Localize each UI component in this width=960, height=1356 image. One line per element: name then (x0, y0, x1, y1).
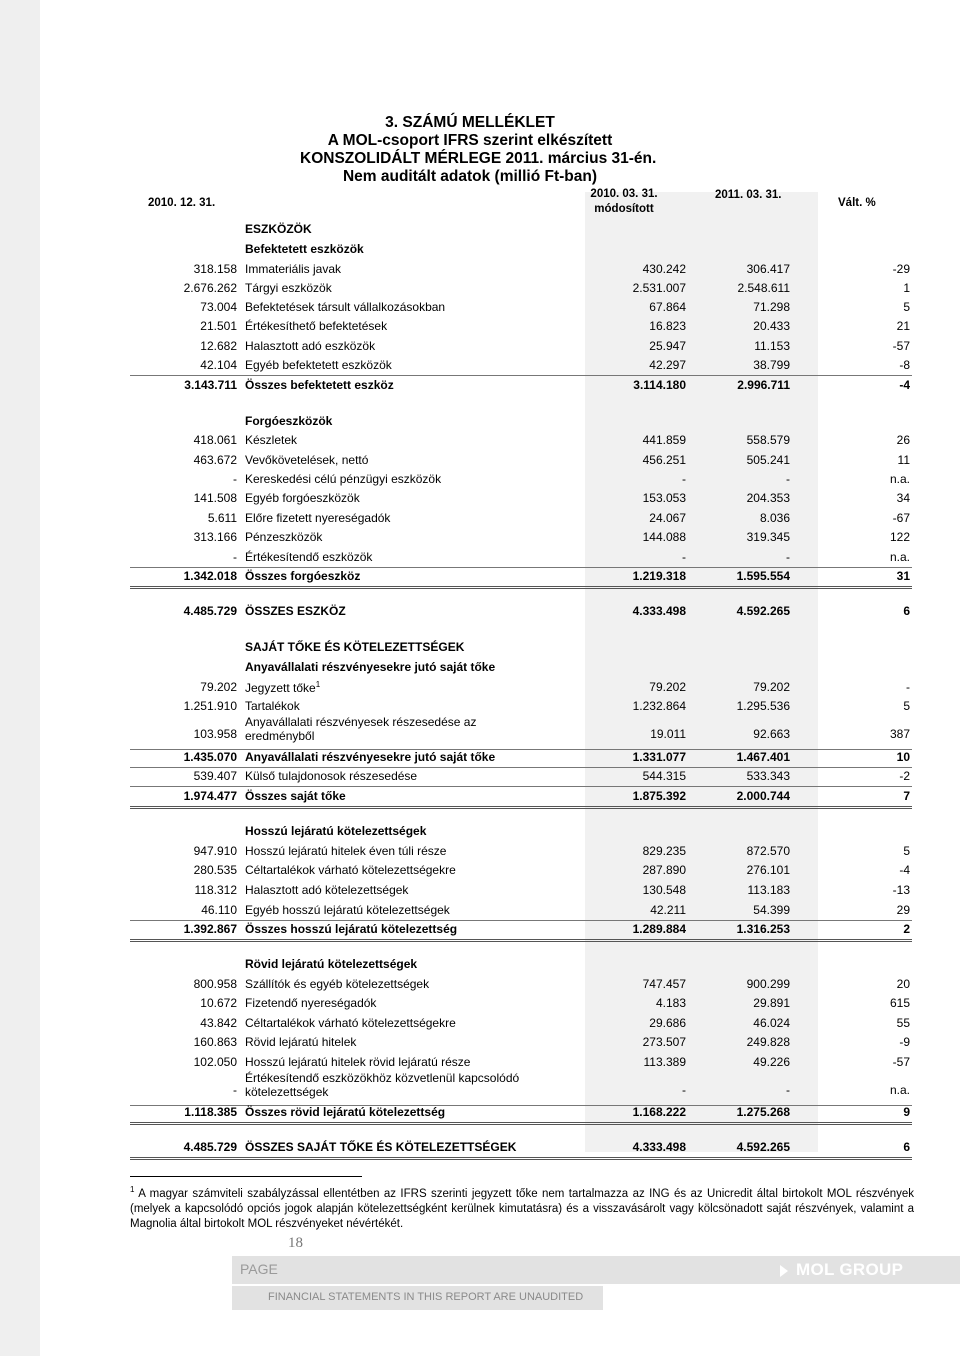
table-row (130, 472, 912, 489)
table-row (130, 569, 912, 589)
row-label: Befektetések társult vállalkozásokban (245, 300, 446, 314)
value-2011-03-31: 900.299 (746, 977, 790, 991)
value-change-percent: -57 (892, 1055, 910, 1069)
table-row (130, 844, 912, 861)
value-2010-03-31: 273.507 (642, 1035, 686, 1049)
value-change-percent: 31 (896, 569, 910, 583)
section-heading-row (130, 242, 912, 259)
value-2011-03-31: 92.663 (753, 727, 790, 741)
value-2010-03-31: 4.333.498 (632, 1140, 686, 1154)
value-2010-03-31: 441.859 (642, 433, 686, 447)
table-row (130, 1016, 912, 1033)
value-2010-03-31: 430.242 (642, 262, 686, 276)
value-2010-12-31: 141.508 (193, 491, 237, 505)
value-2011-03-31: 4.592.265 (736, 604, 790, 618)
row-label: Összes hosszú lejáratú kötelezettség (245, 922, 458, 936)
title-line-3: KONSZOLIDÁLT MÉRLEGE 2011. március 31-én. (300, 150, 657, 167)
value-2010-03-31: 456.251 (642, 453, 686, 467)
value-2010-12-31: 5.611 (207, 511, 237, 525)
value-change-percent: 6 (903, 604, 910, 618)
value-2010-12-31: 1.251.910 (183, 699, 237, 713)
value-2011-03-31: 79.202 (753, 680, 790, 694)
footnote-divider (130, 1176, 362, 1177)
value-2010-03-31: 2.531.007 (632, 281, 686, 295)
footnote-text: A magyar számviteli szabályzással ellentétben az IFRS szerinti jegyzett tőke nem tartalmazza az ING és az Unicredit által birtokolt MOL részvények (melyek a kapcsolódó opciós jogok alapján kötelezettségként kerülnek kimutatásra) és a visszavásárolt vagy kölcsönadott saját részvények, valamint a Magnolia által birtokolt MOL részvényeket névértékét. (130, 1187, 914, 1230)
value-change-percent: n.a. (889, 472, 910, 486)
value-change-percent: n.a. (889, 1083, 910, 1097)
row-label: Előre fizetett nyereségadók (245, 511, 391, 525)
mol-group-logo (760, 1256, 960, 1284)
row-label: Hosszú lejáratú hitelek rövid lejáratú része (245, 1055, 471, 1069)
row-label: Rövid lejáratú hitelek (245, 1035, 357, 1049)
value-2011-03-31: 1.275.268 (736, 1105, 790, 1119)
value-2010-12-31: 79.202 (200, 680, 237, 694)
section-heading-row (130, 640, 912, 657)
value-2011-03-31: 1.316.253 (736, 922, 790, 936)
section-heading-row (130, 824, 912, 841)
value-2010-12-31: - (233, 550, 237, 564)
header-2010-03-31-line1: 2010. 03. 31. (590, 188, 658, 200)
table-row (130, 1140, 912, 1160)
value-change-percent: -4 (899, 378, 910, 392)
value-change-percent: 5 (903, 300, 910, 314)
value-2010-12-31: 280.535 (193, 863, 237, 877)
value-2010-03-31: 287.890 (642, 863, 686, 877)
unaudited-notice: FINANCIAL STATEMENTS IN THIS REPORT ARE UNAUDITED (268, 1291, 584, 1303)
value-change-percent: 387 (889, 727, 910, 741)
row-label: Fizetendő nyereségadók (245, 996, 377, 1010)
row-label: Hosszú lejáratú hitelek éven túli része (245, 844, 447, 858)
value-2011-03-31: 2.548.611 (737, 281, 790, 295)
footnote-reference: 1 (315, 680, 321, 689)
value-change-percent: -2 (899, 769, 910, 783)
header-change-percent: Vált. % (838, 197, 876, 209)
value-2010-03-31: 29.686 (649, 1016, 686, 1030)
value-2010-12-31: 1.974.477 (183, 789, 237, 803)
value-2010-12-31: 4.485.729 (183, 1140, 237, 1154)
value-2011-03-31: 872.570 (746, 844, 790, 858)
value-change-percent: 6 (903, 1140, 910, 1154)
value-change-percent: 20 (896, 977, 910, 991)
value-2010-03-31: 1.219.318 (632, 569, 686, 583)
value-2010-12-31: 418.061 (193, 433, 237, 447)
value-2010-12-31: - (233, 472, 237, 486)
row-label: Egyéb hosszú lejáratú kötelezettségek (245, 903, 450, 917)
value-2010-03-31: 153.053 (642, 491, 686, 505)
value-2011-03-31: 2.996.711 (737, 378, 790, 392)
value-2011-03-31: 1.595.554 (736, 569, 790, 583)
table-row (130, 1055, 912, 1072)
value-2010-03-31: 79.202 (649, 680, 686, 694)
value-2010-12-31: 1.118.385 (184, 1105, 237, 1119)
value-change-percent: -4 (899, 863, 910, 877)
value-2010-12-31: 160.863 (193, 1035, 237, 1049)
title-line-1: 3. SZÁMÚ MELLÉKLET (385, 114, 555, 131)
row-label: Immateriális javak (245, 262, 342, 276)
value-change-percent: 2 (903, 922, 910, 936)
value-2010-03-31: 829.235 (642, 844, 686, 858)
row-label: Befektetett eszközök (245, 242, 364, 256)
value-2011-03-31: 20.433 (753, 319, 790, 333)
value-2011-03-31: - (786, 1083, 790, 1097)
value-2010-03-31: 1.331.077 (632, 750, 686, 764)
row-label: Halasztott adó kötelezettségek (245, 883, 409, 897)
row-label: Céltartalékok várható kötelezettségekre (245, 863, 456, 877)
row-label: Összes rövid lejáratú kötelezettség (245, 1105, 446, 1119)
table-row (130, 789, 912, 809)
value-2010-03-31: 42.297 (649, 358, 686, 372)
value-2010-12-31: 42.104 (200, 358, 237, 372)
value-2010-03-31: - (682, 1083, 686, 1097)
section-heading-row (130, 957, 912, 974)
value-change-percent: 29 (896, 903, 910, 917)
value-2010-12-31: 4.485.729 (183, 604, 237, 618)
value-2010-12-31: - (233, 1083, 237, 1097)
value-change-percent: 34 (896, 491, 910, 505)
value-2011-03-31: 1.295.536 (736, 699, 790, 713)
row-label: Kereskedési célú pénzügyi eszközök (245, 472, 442, 486)
row-label: Rövid lejáratú kötelezettségek (245, 957, 418, 971)
table-row (130, 453, 912, 470)
table-row (130, 769, 912, 787)
row-label: Pénzeszközök (245, 530, 323, 544)
value-2011-03-31: 2.000.744 (736, 789, 790, 803)
value-2011-03-31: 505.241 (746, 453, 790, 467)
header-2010-12-31: 2010. 12. 31. (148, 197, 216, 209)
value-change-percent: 7 (903, 789, 910, 803)
value-change-percent: 10 (896, 750, 910, 764)
row-label: Vevőkövetelések, nettó (245, 453, 369, 467)
row-label: ESZKÖZÖK (245, 222, 312, 236)
value-2010-12-31: 2.676.262 (183, 281, 237, 295)
table-row (130, 922, 912, 942)
logo-arrow-icon (780, 1265, 788, 1277)
value-change-percent: -8 (899, 358, 910, 372)
value-2010-03-31: 544.315 (642, 769, 686, 783)
value-2010-12-31: 46.110 (201, 903, 237, 917)
value-change-percent: 9 (903, 1105, 910, 1119)
value-2010-12-31: 21.501 (200, 319, 237, 333)
row-label: Halasztott adó eszközök (245, 339, 376, 353)
value-2011-03-31: - (786, 472, 790, 486)
value-2010-12-31: 947.910 (193, 844, 237, 858)
row-label: Tárgyi eszközök (245, 281, 332, 295)
value-2011-03-31: 54.399 (753, 903, 790, 917)
table-row (130, 1105, 912, 1125)
table-row (130, 319, 912, 336)
value-2010-12-31: 43.842 (200, 1016, 237, 1030)
value-2010-12-31: 318.158 (193, 262, 237, 276)
row-label: Tartalékok (245, 699, 300, 713)
value-2010-12-31: 3.143.711 (184, 378, 237, 392)
value-2010-03-31: 4.183 (655, 996, 686, 1010)
value-change-percent: - (906, 680, 910, 694)
row-label: SAJÁT TŐKE ÉS KÖTELEZETTSÉGEK (245, 640, 465, 654)
value-change-percent: 5 (903, 844, 910, 858)
table-row (130, 300, 912, 317)
value-2011-03-31: 204.353 (746, 491, 790, 505)
table-row (130, 699, 912, 716)
title-line-2: A MOL-csoport IFRS szerint elkészített (327, 132, 613, 149)
table-row (130, 511, 912, 528)
value-2011-03-31: 29.891 (753, 996, 790, 1010)
table-row (130, 550, 912, 568)
value-2010-03-31: 1.289.884 (632, 922, 686, 936)
value-2011-03-31: 113.183 (747, 883, 790, 897)
row-label: Egyéb befektetett eszközök (245, 358, 392, 372)
table-row (130, 883, 912, 900)
table-row (130, 977, 912, 994)
value-change-percent: 21 (896, 319, 910, 333)
table-row (130, 433, 912, 450)
row-label: Céltartalékok várható kötelezettségekre (245, 1016, 456, 1030)
value-2010-03-31: 25.947 (649, 339, 686, 353)
row-label: Összes saját tőke (245, 789, 346, 803)
value-2010-12-31: 1.342.018 (183, 569, 237, 583)
value-2010-03-31: 4.333.498 (632, 604, 686, 618)
row-label: Hosszú lejáratú kötelezettségek (245, 824, 427, 838)
table-row (130, 262, 912, 279)
value-change-percent: 11 (897, 453, 910, 467)
value-change-percent: 615 (889, 996, 910, 1010)
table-row (130, 1071, 912, 1106)
row-label: Értékesítendő eszközök (245, 550, 373, 564)
value-2010-12-31: 539.407 (193, 769, 237, 783)
value-2011-03-31: 558.579 (746, 433, 790, 447)
value-2010-03-31: 42.211 (650, 903, 686, 917)
value-change-percent: -29 (892, 262, 910, 276)
value-2010-12-31: 800.958 (193, 977, 237, 991)
row-label: Készletek (245, 433, 298, 447)
value-2011-03-31: 319.345 (746, 530, 790, 544)
row-label: Jegyzett tőke$^1$ (245, 680, 321, 695)
value-2010-12-31: 313.166 (193, 530, 237, 544)
page-number: 18 (288, 1235, 303, 1251)
table-row (130, 996, 912, 1013)
value-2011-03-31: 306.417 (746, 262, 790, 276)
table-row (130, 378, 912, 395)
value-2010-03-31: 144.088 (642, 530, 686, 544)
row-label: Anyavállalati részvényesekre jutó saját tőke (245, 750, 496, 764)
value-2010-03-31: 3.114.180 (633, 378, 686, 392)
table-row (130, 715, 912, 750)
value-change-percent: -67 (892, 511, 910, 525)
value-change-percent: -9 (899, 1035, 910, 1049)
table-row (130, 604, 912, 621)
value-2010-03-31: 113.389 (643, 1055, 686, 1069)
value-change-percent: 55 (896, 1016, 910, 1030)
value-2011-03-31: 276.101 (746, 863, 790, 877)
value-2010-03-31: 67.864 (649, 300, 686, 314)
value-2011-03-31: 1.467.401 (736, 750, 790, 764)
value-2011-03-31: 8.036 (759, 511, 790, 525)
section-heading-row (130, 222, 912, 239)
left-margin-band (0, 0, 40, 1356)
value-2010-03-31: 130.548 (642, 883, 686, 897)
value-change-percent: -13 (892, 883, 910, 897)
value-2010-12-31: 1.392.867 (183, 922, 237, 936)
value-change-percent: 26 (896, 433, 910, 447)
table-row (130, 1035, 912, 1052)
row-label: Összes forgóeszköz (245, 569, 361, 583)
value-2011-03-31: - (786, 550, 790, 564)
value-2010-12-31: 10.672 (200, 996, 237, 1010)
value-2010-03-31: 1.232.864 (632, 699, 686, 713)
value-2011-03-31: 46.024 (753, 1016, 790, 1030)
title-line-4: Nem auditált adatok (millió Ft-ban) (342, 168, 598, 185)
value-2011-03-31: 71.298 (753, 300, 790, 314)
value-2010-03-31: 747.457 (642, 977, 686, 991)
document-title (300, 114, 657, 186)
value-2011-03-31: 49.226 (753, 1055, 790, 1069)
value-2010-12-31: 463.672 (193, 453, 237, 467)
value-2010-03-31: - (682, 550, 686, 564)
row-label: Értékesíthető befektetések (245, 319, 388, 333)
table-row (130, 530, 912, 547)
table-row (130, 491, 912, 508)
table-row (130, 339, 912, 356)
table-row (130, 281, 912, 298)
value-2010-03-31: 24.067 (649, 511, 686, 525)
value-2011-03-31: 11.153 (754, 339, 790, 353)
value-2010-03-31: 19.011 (650, 727, 686, 741)
value-change-percent: 122 (889, 530, 910, 544)
value-change-percent: n.a. (889, 550, 910, 564)
value-2010-03-31: 1.168.222 (632, 1105, 686, 1119)
row-label: Szállítók és egyéb kötelezettségek (245, 977, 430, 991)
value-change-percent: -57 (892, 339, 910, 353)
value-2010-03-31: - (682, 472, 686, 486)
value-2010-12-31: 118.312 (194, 883, 237, 897)
value-change-percent: 1 (903, 281, 910, 295)
table-row (130, 863, 912, 880)
header-2010-03-31-line2: módosított (594, 203, 654, 215)
value-2010-03-31: 1.875.392 (632, 789, 686, 803)
logo-text: MOL GROUP (796, 1260, 904, 1279)
value-2011-03-31: 38.799 (753, 358, 790, 372)
table-row (130, 750, 912, 768)
table-row (130, 358, 912, 376)
value-2011-03-31: 4.592.265 (736, 1140, 790, 1154)
value-2010-12-31: 73.004 (200, 300, 237, 314)
value-2011-03-31: 249.828 (746, 1035, 790, 1049)
row-label: Anyavállalati részvényesekre jutó saját tőke (245, 660, 496, 674)
table-row (130, 680, 912, 697)
row-label: Forgóeszközök (245, 414, 333, 428)
section-heading-row (130, 660, 912, 677)
value-2011-03-31: 533.343 (746, 769, 790, 783)
row-label: Összes befektetett eszköz (245, 378, 394, 392)
footnote (130, 1182, 914, 1232)
value-change-percent: 5 (903, 699, 910, 713)
header-2011-03-31: 2011. 03. 31. (715, 189, 782, 201)
section-heading-row (130, 414, 912, 431)
row-label: Egyéb forgóeszközök (245, 491, 360, 505)
value-2010-12-31: 102.050 (193, 1055, 237, 1069)
row-label: Értékesítendő eszközökhöz közvetlenül kapcsolódó kötelezettségek (245, 1071, 520, 1099)
value-2010-12-31: 103.958 (193, 727, 237, 741)
value-2010-12-31: 1.435.070 (183, 750, 237, 764)
row-label: ÖSSZES SAJÁT TŐKE ÉS KÖTELEZETTSÉGEK (245, 1140, 517, 1154)
page-label: PAGE (240, 1261, 278, 1277)
value-2010-03-31: 16.823 (649, 319, 686, 333)
footnote-marker: 1 (130, 1185, 135, 1194)
row-label: ÖSSZES ESZKÖZ (245, 604, 346, 618)
row-label: Külső tulajdonosok részesedése (245, 769, 418, 783)
row-label: Anyavállalati részvényesek részesedése az eredményből (245, 715, 477, 743)
value-2010-12-31: 12.682 (200, 339, 237, 353)
table-row (130, 903, 912, 921)
